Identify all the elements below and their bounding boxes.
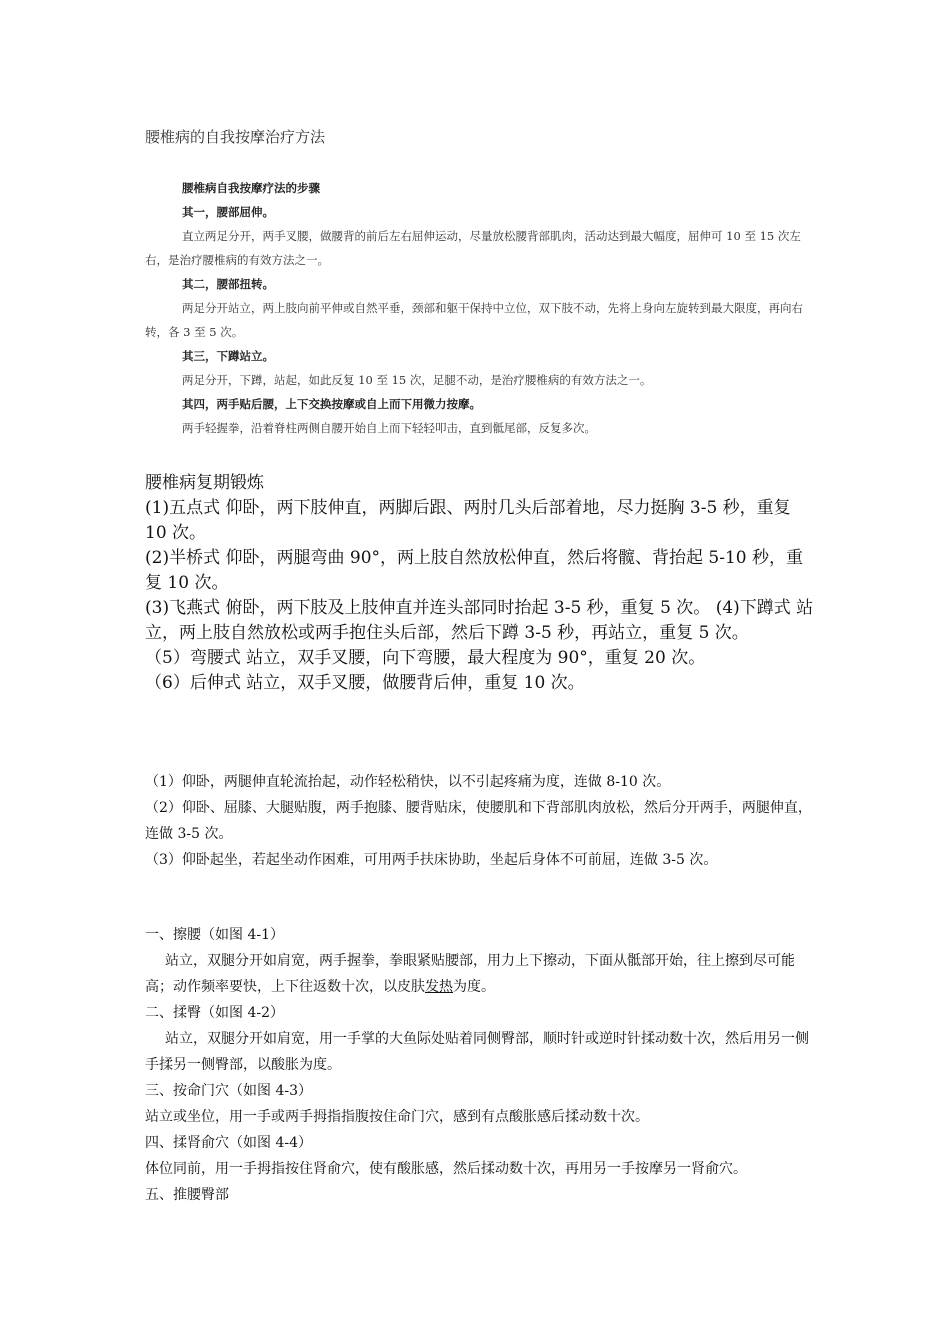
section-heading: 腰椎病复期锻炼 bbox=[145, 473, 264, 493]
massage-steps-section bbox=[145, 176, 815, 440]
exercise-line: (2)半桥式 仰卧，两腿弯曲 90°，两上肢自然放松伸直，然后将髋、背抬起 5-10 秒，重复 10 次。 bbox=[145, 548, 804, 593]
step-title: 其四，两手贴后腰，上下交换按摩或自上而下用微力按摩。 bbox=[182, 397, 481, 411]
section-heading: 腰椎病自我按摩疗法的步骤 bbox=[182, 181, 320, 195]
underlined-link[interactable]: 发热 bbox=[425, 979, 453, 995]
exercise-line: （6）后伸式 站立，双手叉腰，做腰背后伸，重复 10 次。 bbox=[145, 673, 585, 693]
supine-exercise-section bbox=[145, 769, 815, 873]
document-title: 腰椎病的自我按摩治疗方法 bbox=[145, 128, 326, 146]
technique-text: 体位同前，用一手拇指按住肾俞穴，使有酸胀感，然后揉动数十次，再用另一手按摩另一肾俞穴。 bbox=[145, 1161, 747, 1177]
step-text: 两足分开，下蹲，站起，如此反复 10 至 15 次，足腿不动，是治疗腰椎病的有效方法之一。 bbox=[182, 373, 652, 387]
massage-techniques-section bbox=[145, 922, 815, 1208]
technique-text bbox=[145, 948, 815, 1000]
exercise-line: （5）弯腰式 站立，双手叉腰，向下弯腰，最大程度为 90°，重复 20 次。 bbox=[145, 648, 706, 668]
technique-text: 站立，双腿分开如肩宽，用一手掌的大鱼际处贴着同侧臀部，顺时针或逆时针揉动数十次，然后用另一侧手揉另一侧臀部，以酸胀为度。 bbox=[145, 1031, 809, 1073]
exercise-line: （3）仰卧起坐，若起坐动作困难，可用两手扶床协助，坐起后身体不可前屈，连做 3-5 次。 bbox=[145, 852, 718, 868]
technique-text: 站立或坐位，用一手或两手拇指指腹按住命门穴，感到有点酸胀感后揉动数十次。 bbox=[145, 1109, 649, 1125]
step-title: 其二，腰部扭转。 bbox=[182, 277, 274, 291]
technique-title: 三、按命门穴（如图 4-3） bbox=[145, 1083, 312, 1099]
exercise-line: (1)五点式 仰卧，两下肢伸直，两脚后跟、两肘几头后部着地，尽力挺胸 3-5 秒，重复 10 次。 bbox=[145, 498, 791, 543]
exercise-line: (3)飞燕式 俯卧，两下肢及上肢伸直并连头部同时抬起 3-5 秒，重复 5 次。 (4)下蹲式 站立，两上肢自然放松或两手抱住头后部，然后下蹲 3-5 秒，再站立，重复 5 次。 bbox=[145, 598, 814, 643]
step-text: 两足分开站立，两上肢向前平伸或自然平垂，颈部和躯干保持中立位，双下肢不动，先将上身向左旋转到最大限度，再向右转，各 3 至 5 次。 bbox=[145, 301, 803, 339]
technique-title: 二、揉臀（如图 4-2） bbox=[145, 1005, 284, 1021]
technique-title: 五、推腰臀部 bbox=[145, 1187, 229, 1203]
technique-text-part: 为度。 bbox=[453, 979, 495, 995]
step-title: 其一，腰部屈伸。 bbox=[182, 205, 274, 219]
recovery-exercise-section bbox=[145, 471, 815, 696]
step-text: 直立两足分开，两手叉腰，做腰背的前后左右屈伸运动，尽量放松腰背部肌肉，活动达到最大幅度，屈伸可 10 至 15 次左右，是治疗腰椎病的有效方法之一。 bbox=[145, 229, 801, 267]
step-title: 其三，下蹲站立。 bbox=[182, 349, 274, 363]
technique-title: 四、揉肾俞穴（如图 4-4） bbox=[145, 1135, 312, 1151]
exercise-line: （2）仰卧、屈膝、大腿贴腹，两手抱膝、腰背贴床，使腰肌和下背部肌肉放松，然后分开两手，两腿伸直，连做 3-5 次。 bbox=[145, 800, 812, 842]
technique-title: 一、擦腰（如图 4-1） bbox=[145, 927, 284, 943]
exercise-line: （1）仰卧，两腿伸直轮流抬起，动作轻松稍快，以不引起疼痛为度，连做 8-10 次。 bbox=[145, 774, 671, 790]
step-text: 两手轻握拳，沿着脊柱两侧自腰开始自上而下轻轻叩击，直到骶尾部，反复多次。 bbox=[182, 421, 596, 435]
technique-text-part: 站立，双腿分开如肩宽，两手握拳，拳眼紧贴腰部，用力上下擦动，下面从骶部开始，往上擦到尽可能高；动作频率要快，上下往返数十次，以皮肤 bbox=[145, 953, 795, 995]
